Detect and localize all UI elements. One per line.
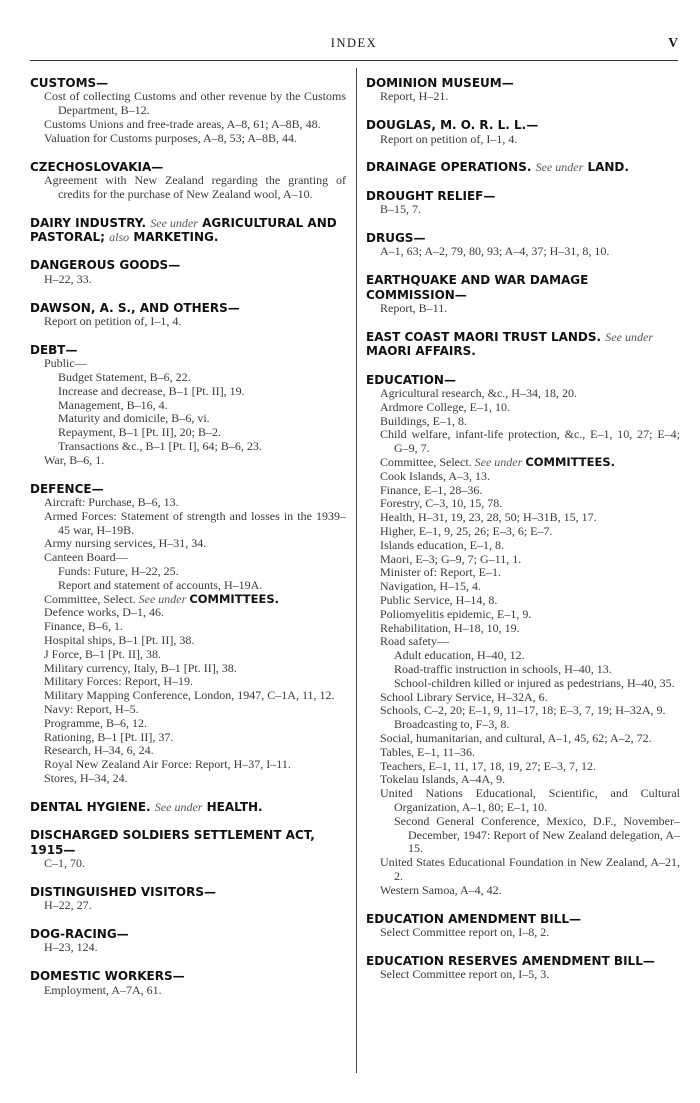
subentry	[366, 511, 680, 525]
subentry-text: United States Educational Foundation in New Zealand, A–21, 2.	[380, 855, 680, 883]
index-entry	[366, 273, 680, 316]
subentry	[366, 497, 680, 511]
subentry	[30, 118, 346, 132]
subentry-text: Health, H–31, 19, 23, 28, 50; H–31B, 15, 17.	[380, 510, 597, 525]
subentry-text: Repayment, B–1 [Pt. II], 20; B–2.	[58, 425, 221, 440]
entry-heading	[30, 258, 346, 272]
see-under-note: See under	[150, 215, 198, 230]
entry-heading	[366, 954, 680, 968]
subentry	[30, 703, 346, 717]
subentry-text: Public Service, H–14, 8.	[380, 593, 498, 607]
index-entry	[366, 231, 680, 259]
subentry-text: Canteen Board—	[44, 550, 128, 565]
subentry-text: Research, H–34, 6, 24.	[44, 743, 154, 758]
subentry-text: J Force, B–1 [Pt. II], 38.	[44, 646, 161, 661]
subentry	[366, 245, 680, 259]
subentry-text: Military currency, Italy, B–1 [Pt. II], 38.	[44, 660, 237, 675]
cross-reference: HEALTH.	[206, 799, 263, 814]
subentry-text: Cook Islands, A–3, 13.	[380, 468, 491, 483]
subentry	[366, 718, 680, 732]
see-under-note: See under	[474, 455, 523, 470]
subentry	[30, 132, 346, 146]
subentry-text: Child welfare, infant-life protection, &c., E–1, 10, 27; E–4; G–9, 7.	[380, 427, 680, 456]
subentry	[30, 426, 346, 440]
subentry	[366, 787, 680, 815]
subentry-text: Minister of: Report, E–1.	[380, 565, 501, 580]
subentry-text: Adult education, H–40, 12.	[394, 648, 525, 663]
entry-heading-text: DAWSON, A. S., AND OTHERS—	[30, 300, 240, 315]
index-entry	[366, 373, 680, 898]
subentry	[366, 856, 680, 884]
subentry	[30, 385, 346, 399]
entry-heading-text: EAST COAST MAORI TRUST LANDS.	[366, 329, 602, 344]
subentry	[366, 203, 680, 217]
header-rule	[30, 60, 678, 61]
subentry	[30, 454, 346, 468]
subentry-text: Funds: Future, H–22, 25.	[58, 563, 179, 578]
entry-heading-text: DOMESTIC WORKERS—	[30, 969, 185, 984]
subentry	[366, 884, 680, 898]
subentry-text: Rehabilitation, H–18, 10, 19.	[380, 620, 520, 635]
subentry	[366, 815, 680, 856]
subentry	[366, 968, 680, 982]
subentry-text: Stores, H–34, 24.	[44, 770, 128, 785]
subentry-text: Maturity and domicile, B–6, vi.	[58, 411, 210, 426]
subentry	[366, 90, 680, 104]
subentry	[30, 565, 346, 579]
subentry	[366, 302, 680, 316]
subentry	[30, 675, 346, 689]
index-entry	[366, 330, 680, 359]
subentry-text: Public—	[44, 356, 87, 371]
subentry	[30, 412, 346, 426]
subentry	[30, 371, 346, 385]
subentry-text: Military Forces: Report, H–19.	[44, 674, 193, 689]
subentry-text: Road-traffic instruction in schools, H–40, 13.	[394, 661, 612, 676]
subentry-text: Committee, Select.	[380, 455, 472, 470]
entry-heading	[30, 927, 346, 941]
subentry	[366, 401, 680, 415]
subentry-text: Customs Unions and free-trade areas, A–8, 61; A–8B, 48.	[44, 117, 321, 131]
entry-heading	[366, 118, 680, 132]
subentry	[30, 357, 346, 371]
subentry-text: Budget Statement, B–6, 22.	[58, 370, 191, 385]
subentry-text: Programme, B–6, 12.	[44, 715, 147, 730]
subentry-text: Road safety—	[380, 634, 449, 649]
subentry	[30, 731, 346, 745]
subentry	[30, 551, 346, 565]
index-entry	[366, 160, 680, 174]
subentry	[366, 773, 680, 787]
subentry-text: Report, B–11.	[380, 301, 448, 316]
index-entry	[30, 343, 346, 468]
subentry-text: School Library Service, H–32A, 6.	[380, 689, 548, 704]
index-entry	[366, 189, 680, 217]
subentry	[366, 732, 680, 746]
page-number: V	[668, 35, 678, 50]
subentry	[366, 663, 680, 677]
index-entry	[30, 216, 346, 245]
entry-heading-text: DOUGLAS, M. O. R. L. L.—	[366, 118, 539, 133]
subentry	[366, 470, 680, 484]
subentry	[30, 620, 346, 634]
subentry-text: Maori, E–3; G–9, 7; G–11, 1.	[380, 551, 522, 566]
see-under-note: See under	[154, 799, 203, 814]
subentry	[30, 717, 346, 731]
see-under-note: See under	[535, 160, 584, 175]
subentry-text: Forestry, C–3, 10, 15, 78.	[380, 496, 503, 511]
cross-reference: AGRICULTURAL AND PASTORAL;	[30, 215, 337, 244]
entry-heading	[366, 189, 680, 203]
entry-heading-text: EARTHQUAKE AND WAR DAMAGE COMMISSION—	[366, 273, 589, 302]
subentry-text: Report and statement of accounts, H–19A.	[58, 577, 263, 592]
entry-heading-text: DROUGHT RELIEF—	[366, 188, 496, 203]
subentry-text: H–22, 27.	[44, 898, 92, 913]
index-entry	[30, 800, 346, 814]
entry-heading	[30, 885, 346, 899]
subentry-text: Western Samoa, A–4, 42.	[380, 882, 502, 897]
subentry-text: Higher, E–1, 9, 25, 26; E–3, 6; E–7.	[380, 524, 553, 539]
index-entry	[30, 76, 346, 146]
entry-heading-text: DANGEROUS GOODS—	[30, 258, 181, 273]
subentry-text: H–23, 124.	[44, 940, 98, 955]
index-entry	[366, 954, 680, 982]
subentry-text: Armed Forces: Statement of strength and losses in the 1939–45 war, H–19B.	[44, 508, 346, 537]
subentry	[30, 857, 346, 871]
subentry-text: Report, H–21.	[380, 89, 449, 104]
subentry-text: Islands education, E–1, 8.	[380, 537, 504, 552]
entry-heading-text: EDUCATION RESERVES AMENDMENT BILL—	[366, 953, 655, 968]
entry-heading	[30, 301, 346, 315]
entry-heading-text: DEFENCE—	[30, 481, 104, 496]
subentry	[366, 635, 680, 649]
subentry-text: Report on petition of, I–1, 4.	[44, 314, 182, 329]
subentry-text: Increase and decrease, B–1 [Pt. II], 19.	[58, 383, 245, 398]
subentry	[30, 510, 346, 538]
entry-heading-text: CZECHOSLOVAKIA—	[30, 159, 164, 174]
subentry-text: Valuation for Customs purposes, A–8, 53; A–8B, 44.	[44, 130, 298, 145]
subentry	[30, 90, 346, 118]
index-entry	[30, 885, 346, 913]
subentry-text: Transactions &c., B–1 [Pt. I], 64; B–6, 23.	[58, 439, 262, 453]
cross-reference: LAND.	[587, 160, 629, 175]
subentry-text: Report on petition of, I–1, 4.	[380, 131, 518, 146]
index-entry	[366, 76, 680, 104]
cross-reference: COMMITTEES.	[189, 591, 280, 606]
entry-heading	[366, 76, 680, 90]
index-column-right	[366, 76, 680, 996]
index-entry	[30, 482, 346, 786]
subentry	[30, 606, 346, 620]
subentry	[366, 580, 680, 594]
subentry	[30, 315, 346, 329]
subentry	[366, 484, 680, 498]
subentry	[366, 456, 680, 470]
subentry	[30, 689, 346, 703]
entry-heading	[30, 482, 346, 496]
entry-heading	[30, 343, 346, 357]
page-header	[30, 36, 678, 52]
subentry	[30, 273, 346, 287]
entry-heading-text: DAIRY INDUSTRY.	[30, 215, 147, 230]
cross-reference: MAORI AFFAIRS.	[366, 344, 476, 359]
subentry	[366, 649, 680, 663]
subentry	[30, 758, 346, 772]
subentry	[30, 440, 346, 454]
subentry	[30, 496, 346, 510]
entry-heading-text: DISTINGUISHED VISITORS—	[30, 884, 216, 899]
see-under-note: See under	[138, 591, 187, 606]
subentry-text: Teachers, E–1, 11, 17, 18, 19, 27; E–3, 7, 12.	[380, 758, 597, 773]
subentry-text: Poliomyelitis epidemic, E–1, 9.	[380, 606, 532, 621]
subentry	[30, 634, 346, 648]
subentry	[366, 704, 680, 718]
see-under-note: See under	[605, 329, 653, 344]
subentry-text: War, B–6, 1.	[44, 452, 105, 467]
subentry-text: Buildings, E–1, 8.	[380, 413, 468, 428]
index-entry	[366, 118, 680, 146]
subentry-text: Social, humanitarian, and cultural, A–1, 45, 62; A–2, 72.	[380, 730, 652, 745]
subentry-text: Schools, C–2, 20; E–1, 9, 11–17, 18; E–3, 7, 19; H–32A, 9.	[380, 703, 666, 718]
subentry	[366, 760, 680, 774]
entry-heading-text: DOG-RACING—	[30, 926, 129, 941]
entry-heading-text: DISCHARGED SOLDIERS SETTLEMENT ACT, 1915—	[30, 828, 315, 857]
entry-heading-text: DRAINAGE OPERATIONS.	[366, 160, 532, 175]
cross-reference: COMMITTEES.	[525, 455, 616, 470]
subentry	[366, 746, 680, 760]
subentry	[366, 594, 680, 608]
subentry-text: Aircraft: Purchase, B–6, 13.	[44, 495, 179, 509]
entry-heading	[366, 231, 680, 245]
subentry	[30, 399, 346, 413]
subentry-text: Cost of collecting Customs and other revenue by the Customs Department, B–12.	[44, 89, 346, 118]
entry-heading-text: DOMINION MUSEUM—	[366, 76, 514, 90]
subentry	[30, 772, 346, 786]
subentry-text: Select Committee report on, I–5, 3.	[380, 967, 550, 982]
subentry	[366, 691, 680, 705]
subentry	[366, 608, 680, 622]
subentry-text: Military Mapping Conference, London, 1947, C–1A, 11, 12.	[44, 688, 335, 703]
subentry-text: Management, B–16, 4.	[58, 397, 168, 412]
subentry-text: Committee, Select.	[44, 591, 136, 606]
subentry-text: Royal New Zealand Air Force: Report, H–37, I–11.	[44, 757, 291, 772]
entry-heading	[366, 373, 680, 387]
subentry-text: H–22, 33.	[44, 271, 92, 286]
index-entry	[30, 301, 346, 329]
subentry-text: B–15, 7.	[380, 202, 422, 217]
index-entry	[30, 828, 346, 871]
column-divider	[356, 68, 357, 1073]
subentry	[30, 537, 346, 551]
entry-heading-text: CUSTOMS—	[30, 76, 109, 90]
subentry	[366, 539, 680, 553]
subentry-text: C–1, 70.	[44, 855, 86, 870]
cross-reference: MARKETING.	[133, 230, 219, 244]
subentry	[366, 415, 680, 429]
page-title: INDEX	[330, 36, 378, 50]
entry-heading-text: EDUCATION AMENDMENT BILL—	[366, 911, 582, 926]
subentry	[366, 622, 680, 636]
index-entry	[366, 912, 680, 940]
subentry-text: Agreement with New Zealand regarding the granting of credits for the purchase of New Zealand wool, A–10.	[44, 173, 346, 201]
subentry	[366, 553, 680, 567]
subentry	[366, 387, 680, 401]
subentry-text: Broadcasting to, F–3, 8.	[394, 717, 510, 732]
entry-heading-text: DENTAL HYGIENE.	[30, 799, 151, 814]
entry-heading-text: EDUCATION—	[366, 372, 456, 387]
subentry-text: Navy: Report, H–5.	[44, 701, 139, 716]
index-entry	[30, 927, 346, 955]
entry-heading	[30, 160, 346, 174]
subentry-text: Finance, E–1, 28–36.	[380, 482, 483, 497]
index-entry	[30, 969, 346, 997]
subentry	[366, 133, 680, 147]
subentry	[30, 662, 346, 676]
subentry-text: Finance, B–6, 1.	[44, 619, 123, 634]
subentry	[366, 926, 680, 940]
entry-heading	[30, 800, 346, 814]
subentry-text: Ardmore College, E–1, 10.	[380, 399, 510, 414]
subentry	[30, 174, 346, 202]
entry-heading-text: DRUGS—	[366, 231, 426, 246]
entry-heading	[30, 969, 346, 983]
subentry-text: Second General Conference, Mexico, D.F., November–December, 1947: Report of New Zealand delegation, A–15.	[394, 813, 680, 856]
subentry-text: Tables, E–1, 11–36.	[380, 744, 476, 759]
subentry	[30, 579, 346, 593]
subentry	[30, 899, 346, 913]
index-entry	[30, 258, 346, 286]
entry-heading	[366, 912, 680, 926]
subentry-text: Tokelau Islands, A–4A, 9.	[380, 772, 506, 787]
subentry-text: A–1, 63; A–2, 79, 80, 93; A–4, 37; H–31, 8, 10.	[380, 244, 610, 259]
subentry-text: Navigation, H–15, 4.	[380, 579, 481, 594]
see-also-note: also	[109, 230, 130, 244]
subentry-text: Hospital ships, B–1 [Pt. II], 38.	[44, 632, 195, 647]
subentry	[30, 941, 346, 955]
subentry	[366, 677, 680, 691]
subentry-text: United Nations Educational, Scientific, and Cultural Organization, A–1, 80; E–1, 10.	[380, 786, 680, 814]
subentry-text: Army nursing services, H–31, 34.	[44, 536, 207, 551]
subentry	[366, 566, 680, 580]
subentry	[30, 744, 346, 758]
subentry	[366, 525, 680, 539]
entry-heading	[366, 273, 680, 302]
subentry	[30, 648, 346, 662]
subentry-text: Agricultural research, &c., H–34, 18, 20.	[380, 386, 577, 401]
subentry	[30, 984, 346, 998]
subentry	[366, 428, 680, 456]
index-column-left	[30, 76, 346, 1011]
subentry-text: School-children killed or injured as pedestrians, H–40, 35.	[394, 675, 675, 690]
subentry-text: Rationing, B–1 [Pt. II], 37.	[44, 729, 174, 744]
entry-heading	[30, 216, 346, 245]
index-entry	[30, 160, 346, 202]
entry-heading	[366, 160, 680, 174]
subentry-text: Defence works, D–1, 46.	[44, 605, 164, 620]
entry-heading-text: DEBT—	[30, 342, 78, 357]
entry-heading	[366, 330, 680, 359]
subentry-text: Select Committee report on, I–8, 2.	[380, 924, 550, 939]
entry-heading	[30, 76, 346, 90]
entry-heading	[30, 828, 346, 857]
subentry	[30, 593, 346, 607]
subentry-text: Employment, A–7A, 61.	[44, 982, 162, 997]
